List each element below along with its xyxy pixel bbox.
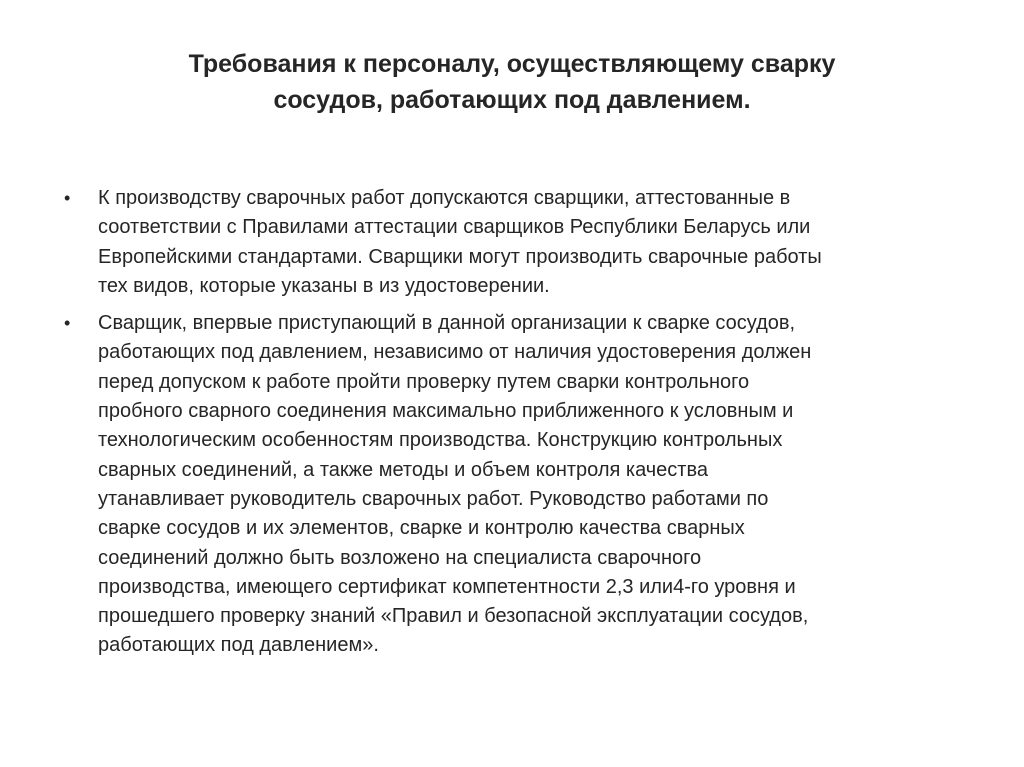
text-line: соответствии с Правилами аттестации сварщиков Республики Беларусь или: [98, 216, 811, 239]
bullet-list: [60, 184, 960, 669]
text-line: Сварщик, впервые приступающий в данной организации к сварке сосудов,: [98, 312, 796, 335]
bullet-item-2: [60, 309, 960, 661]
text-line: соединений должно быть возложено на специалиста сварочного: [98, 546, 702, 569]
title-line-1: Требования к персоналу, осуществляющему сварку: [188, 50, 836, 78]
text-line: тех видов, которые указаны в из удостоверении.: [98, 274, 550, 297]
bullet-item-1: [60, 184, 960, 301]
text-line: сварных соединений, а также методы и объем контроля качества: [98, 458, 708, 481]
text-line: работающих под давлением».: [98, 634, 379, 657]
text-line: сварке сосудов и их элементов, сварке и контролю качества сварных: [98, 517, 745, 540]
title-line-2: сосудов, работающих под давлением.: [273, 86, 751, 114]
text-line: прошедшего проверку знаний «Правил и безопасной эксплуатации сосудов,: [98, 605, 809, 628]
text-line: производства, имеющего сертификат компетентности 2,3 или4-го уровня и: [98, 575, 796, 598]
text-line: работающих под давлением, независимо от наличия удостоверения должен: [98, 341, 812, 364]
text-line: Европейскими стандартами. Сварщики могут производить сварочные работы: [98, 245, 822, 268]
text-line: технологическим особенностям производства. Конструкцию контрольных: [98, 429, 783, 452]
text-line: К производству сварочных работ допускаются сварщики, аттестованные в: [98, 187, 791, 209]
bullet-dot-icon: •: [64, 313, 71, 334]
text-line: перед допуском к работе пройти проверку путем сварки контрольного: [98, 370, 750, 393]
text-line: пробного сварного соединения максимально приближенного к условным и: [98, 400, 794, 423]
slide-title: [80, 46, 944, 118]
text-line: утанавливает руководитель сварочных работ. Руководство работами по: [98, 487, 769, 510]
bullet-dot-icon: •: [64, 188, 71, 208]
